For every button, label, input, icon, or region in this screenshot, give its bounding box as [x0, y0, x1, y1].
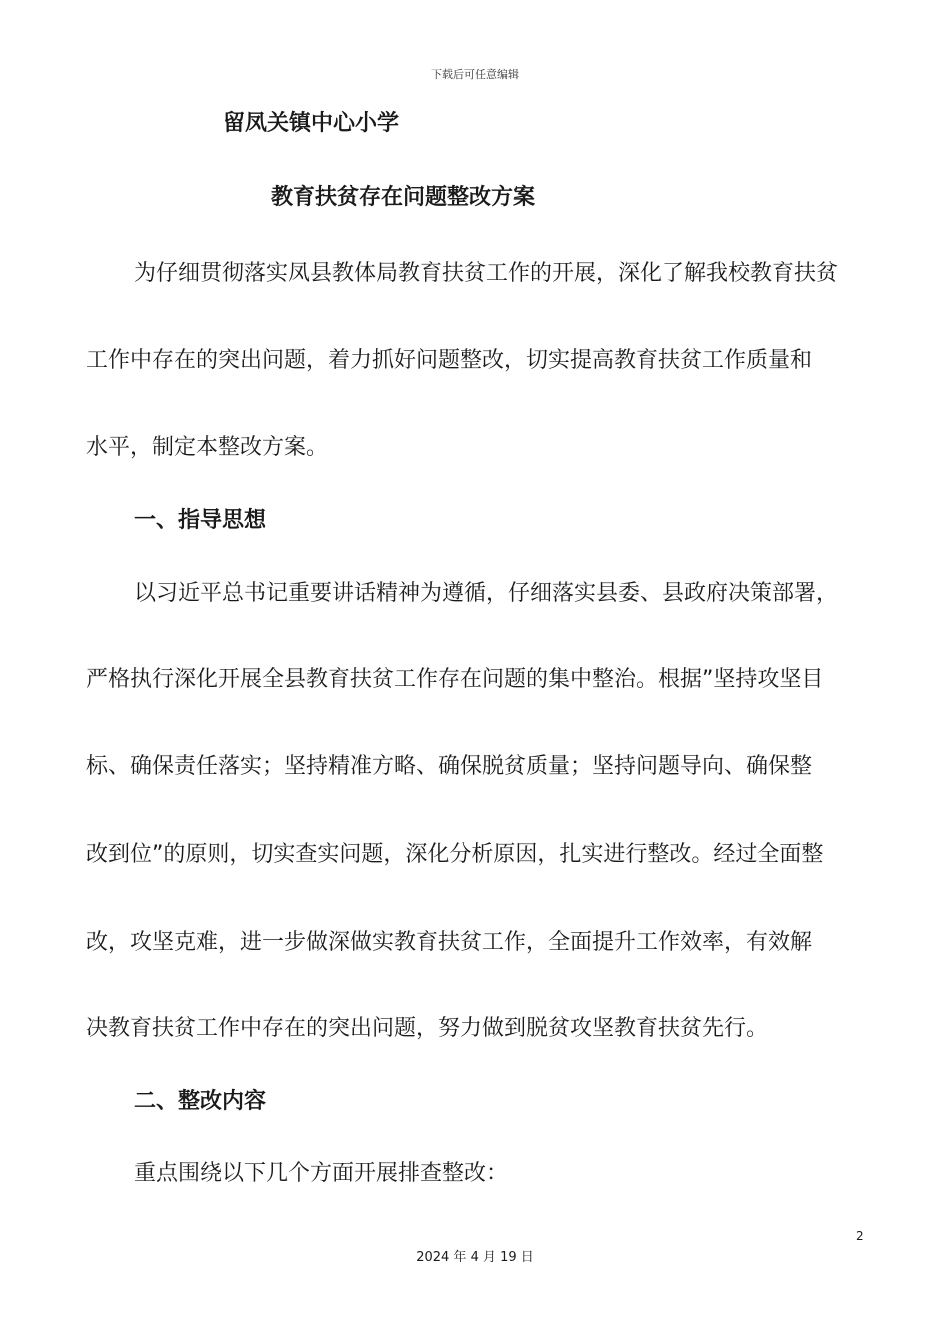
page-number: 2	[856, 1229, 864, 1243]
intro-line: 为仔细贯彻落实凤县教体局教育扶贫工作的开展，深化了解我校教育扶贫	[134, 261, 839, 286]
paragraph-line: 标、确保责任落实；坚持精准方略、确保脱贫质量；坚持问题导向、确保整	[86, 754, 813, 779]
header-note: 下载后可任意编辑	[431, 68, 519, 81]
paragraph-line: 以习近平总书记重要讲话精神为遵循，仔细落实县委、县政府决策部署，	[134, 581, 839, 606]
paragraph-line: 决教育扶贫工作中存在的突出问题，努力做到脱贫攻坚教育扶贫先行。	[86, 1016, 769, 1041]
paragraph-line: 重点围绕以下几个方面开展排查整改：	[134, 1161, 509, 1186]
document-title: 教育扶贫存在问题整改方案	[271, 185, 536, 210]
paragraph-line: 改到位”的原则，切实查实问题，深化分析原因，扎实进行整改。经过全面整	[86, 842, 824, 867]
school-name: 留凤关镇中心小学	[223, 111, 400, 136]
footer-date: 2024 年 4 月 19 日	[416, 1250, 534, 1265]
paragraph-line: 改，攻坚克难，进一步做深做实教育扶贫工作，全面提升工作效率，有效解	[86, 930, 813, 955]
paragraph-line: 严格执行深化开展全县教育扶贫工作存在问题的集中整治。根据”坚持攻坚目	[86, 667, 824, 692]
intro-line: 工作中存在的突出问题，着力抓好问题整改，切实提高教育扶贫工作质量和	[86, 348, 813, 373]
section-heading-rectification-content: 二、整改内容	[134, 1089, 267, 1114]
section-heading-guiding-ideology: 一、指导思想	[134, 508, 267, 533]
intro-line: 水平，制定本整改方案。	[86, 435, 329, 460]
